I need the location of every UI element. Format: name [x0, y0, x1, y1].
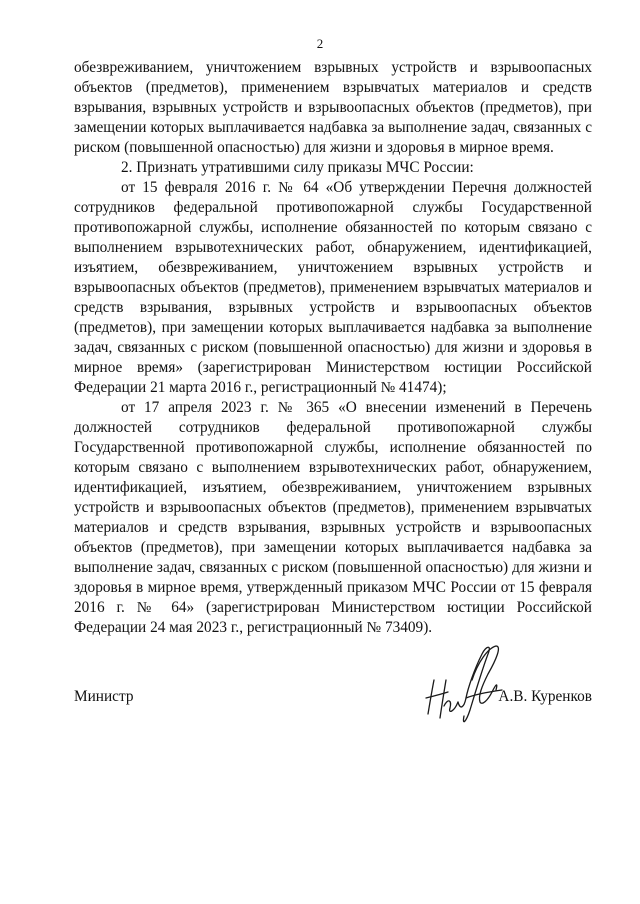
paragraph-continuation: обезвреживанием, уничтожением взрывных устройств и взрывоопасных объектов (предметов), применением взрывчатых материалов и средств взрывания, взрывных устройств и взрывоопасных объектов (предметов), при замещении которых выплачивается надбавка за выполнение задач, связанных с риском (повышенной опасностью) для жизни и здоровья в мирное время.: [74, 59, 592, 156]
paragraph-item-2: 2. Признать утратившими силу приказы МЧС России:: [121, 159, 474, 176]
paragraph-order-365: от 17 апреля 2023 г. № 365 «О внесении изменений в Перечень должностей сотрудников федеральной противопожарной службы Государственной противопожарной службы, исполнение обязанностей по которым связано с выполнением взрывотехнических работ, обнаружением, идентификацией, изъятием, обезвреживанием, уничтожением взрывных устройств и взрывоопасных объектов (предметов), применением взрывчатых материалов и средств взрывания, взрывных устройств и взрывоопасных объектов (предметов), при замещении которых выплачивается надбавка за выполнение задач, связанных с риском (повышенной опасностью) для жизни и здоровья в мирное время, утвержденный приказом МЧС России от 15 февраля 2016 г. № 64» (зарегистрирован Министерством юстиции Российской Федерации 24 мая 2023 г., регистрационный № 73409).: [74, 399, 592, 636]
signature-block: [74, 640, 592, 730]
signer-title: Министр: [74, 688, 134, 705]
page-number: 2: [316, 36, 324, 51]
paragraph-order-64: от 15 февраля 2016 г. № 64 «Об утверждении Перечня должностей сотрудников федеральной противопожарной службы Государственной противопожарной службы, исполнение обязанностей по которым связано с выполнением взрывотехнических работ, обнаружением, идентификацией, изъятием, обезвреживанием, уничтожением взрывных устройств и взрывоопасных объектов (предметов), применением взрывчатых материалов и средств взрывания, взрывных устройств и взрывоопасных объектов (предметов), при замещении которых выплачивается надбавка за выполнение задач, связанных с риском (повышенной опасностью) для жизни и здоровья в мирное время» (зарегистрирован Министерством юстиции Российской Федерации 21 марта 2016 г., регистрационный № 41474);: [74, 179, 592, 396]
signer-name: А.В. Куренков: [498, 688, 592, 705]
document-body: [74, 58, 592, 638]
handwritten-signature-icon: [422, 640, 512, 730]
